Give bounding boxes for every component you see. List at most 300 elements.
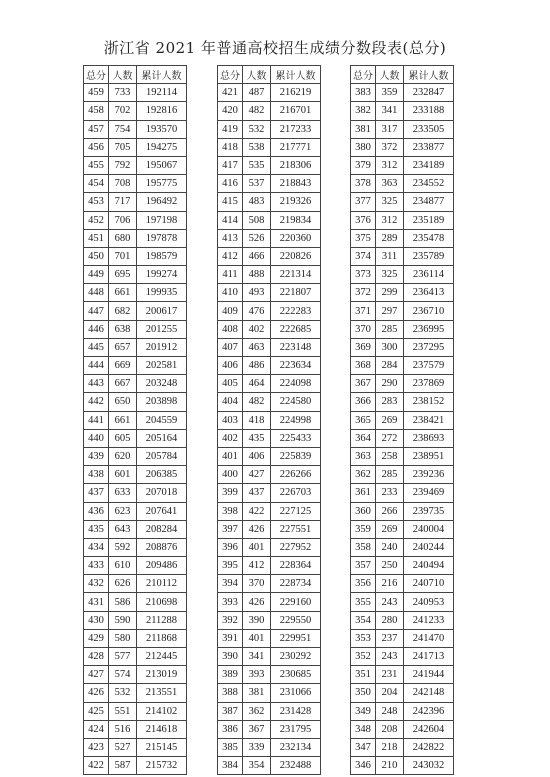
table-row: [351, 557, 454, 575]
table-row: [351, 393, 454, 411]
table-row: [84, 702, 187, 720]
cumulative-cell: 208876: [137, 538, 187, 556]
score-cell: 352: [351, 648, 376, 666]
count-cell: 643: [109, 520, 137, 538]
header-count: 人数: [243, 66, 271, 84]
count-cell: 669: [109, 357, 137, 375]
count-cell: 661: [109, 411, 137, 429]
count-cell: 381: [243, 684, 271, 702]
table-header-row: [84, 66, 187, 84]
count-cell: 412: [243, 557, 271, 575]
cumulative-cell: 229951: [271, 629, 321, 647]
table-row: [218, 738, 321, 756]
cumulative-cell: 225433: [271, 429, 321, 447]
score-cell: 389: [218, 666, 243, 684]
count-cell: 354: [243, 757, 271, 775]
cumulative-cell: 235789: [404, 247, 454, 265]
count-cell: 482: [243, 393, 271, 411]
table-row: [84, 629, 187, 647]
score-table-3: [350, 65, 454, 775]
count-cell: 706: [109, 211, 137, 229]
cumulative-cell: 225839: [271, 447, 321, 465]
table-row: [84, 411, 187, 429]
table-row: [218, 466, 321, 484]
cumulative-cell: 240710: [404, 575, 454, 593]
count-cell: 701: [109, 247, 137, 265]
count-cell: 527: [109, 738, 137, 756]
count-cell: 272: [376, 429, 404, 447]
score-cell: 422: [84, 757, 109, 775]
cumulative-cell: 201912: [137, 338, 187, 356]
score-cell: 376: [351, 211, 376, 229]
score-cell: 403: [218, 411, 243, 429]
cumulative-cell: 221807: [271, 284, 321, 302]
table-row: [218, 502, 321, 520]
table-row: [218, 611, 321, 629]
count-cell: 537: [243, 175, 271, 193]
table-row: [84, 302, 187, 320]
cumulative-cell: 214102: [137, 702, 187, 720]
count-cell: 508: [243, 211, 271, 229]
cumulative-cell: 198579: [137, 247, 187, 265]
count-cell: 466: [243, 247, 271, 265]
cumulative-cell: 216701: [271, 102, 321, 120]
count-cell: 311: [376, 247, 404, 265]
count-cell: 285: [376, 320, 404, 338]
cumulative-cell: 214618: [137, 720, 187, 738]
cumulative-cell: 233877: [404, 138, 454, 156]
count-cell: 269: [376, 411, 404, 429]
cumulative-cell: 216219: [271, 84, 321, 102]
cumulative-cell: 241470: [404, 629, 454, 647]
score-cell: 383: [351, 84, 376, 102]
score-cell: 449: [84, 266, 109, 284]
score-cell: 393: [218, 593, 243, 611]
score-cell: 434: [84, 538, 109, 556]
table-header-row: [218, 66, 321, 84]
table-row: [218, 138, 321, 156]
count-cell: 231: [376, 666, 404, 684]
table-row: [351, 320, 454, 338]
count-cell: 435: [243, 429, 271, 447]
table-row: [218, 520, 321, 538]
count-cell: 297: [376, 302, 404, 320]
cumulative-cell: 226703: [271, 484, 321, 502]
score-cell: 442: [84, 393, 109, 411]
cumulative-cell: 200617: [137, 302, 187, 320]
score-cell: 412: [218, 247, 243, 265]
table-row: [218, 193, 321, 211]
count-cell: 290: [376, 375, 404, 393]
table-row: [351, 720, 454, 738]
count-cell: 463: [243, 338, 271, 356]
score-cell: 457: [84, 120, 109, 138]
count-cell: 551: [109, 702, 137, 720]
count-cell: 437: [243, 484, 271, 502]
cumulative-cell: 222685: [271, 320, 321, 338]
table-row: [351, 466, 454, 484]
count-cell: 248: [376, 702, 404, 720]
table-row: [351, 429, 454, 447]
count-cell: 427: [243, 466, 271, 484]
score-cell: 350: [351, 684, 376, 702]
count-cell: 487: [243, 84, 271, 102]
cumulative-cell: 228734: [271, 575, 321, 593]
score-cell: 391: [218, 629, 243, 647]
table-row: [84, 720, 187, 738]
score-cell: 407: [218, 338, 243, 356]
score-cell: 365: [351, 411, 376, 429]
cumulative-cell: 223634: [271, 357, 321, 375]
count-cell: 393: [243, 666, 271, 684]
cumulative-cell: 236995: [404, 320, 454, 338]
table-row: [84, 666, 187, 684]
count-cell: 586: [109, 593, 137, 611]
cumulative-cell: 239735: [404, 502, 454, 520]
cumulative-cell: 199274: [137, 266, 187, 284]
table-row: [84, 156, 187, 174]
table-row: [218, 411, 321, 429]
header-cumulative: 累计人数: [271, 66, 321, 84]
count-cell: 285: [376, 466, 404, 484]
count-cell: 682: [109, 302, 137, 320]
cumulative-cell: 207018: [137, 484, 187, 502]
cumulative-cell: 230292: [271, 648, 321, 666]
cumulative-cell: 227125: [271, 502, 321, 520]
cumulative-cell: 238421: [404, 411, 454, 429]
count-cell: 792: [109, 156, 137, 174]
cumulative-cell: 199935: [137, 284, 187, 302]
cumulative-cell: 234877: [404, 193, 454, 211]
table-row: [351, 247, 454, 265]
cumulative-cell: 237579: [404, 357, 454, 375]
table-row: [351, 629, 454, 647]
table-row: [84, 138, 187, 156]
cumulative-cell: 195067: [137, 156, 187, 174]
count-cell: 580: [109, 629, 137, 647]
cumulative-cell: 203248: [137, 375, 187, 393]
score-cell: 368: [351, 357, 376, 375]
count-cell: 325: [376, 193, 404, 211]
score-cell: 450: [84, 247, 109, 265]
cumulative-cell: 208284: [137, 520, 187, 538]
score-cell: 398: [218, 502, 243, 520]
cumulative-cell: 229550: [271, 611, 321, 629]
cumulative-cell: 242148: [404, 684, 454, 702]
score-cell: 430: [84, 611, 109, 629]
table-row: [218, 120, 321, 138]
cumulative-cell: 205164: [137, 429, 187, 447]
score-cell: 425: [84, 702, 109, 720]
table-row: [84, 502, 187, 520]
cumulative-cell: 241233: [404, 611, 454, 629]
table-row: [218, 320, 321, 338]
cumulative-cell: 242396: [404, 702, 454, 720]
score-cell: 378: [351, 175, 376, 193]
table-row: [84, 175, 187, 193]
table-row: [218, 375, 321, 393]
count-cell: 483: [243, 193, 271, 211]
cumulative-cell: 210698: [137, 593, 187, 611]
count-cell: 633: [109, 484, 137, 502]
count-cell: 418: [243, 411, 271, 429]
table-row: [218, 338, 321, 356]
cumulative-cell: 235478: [404, 229, 454, 247]
score-cell: 455: [84, 156, 109, 174]
table-row: [218, 538, 321, 556]
count-cell: 367: [243, 720, 271, 738]
score-cell: 392: [218, 611, 243, 629]
table-row: [84, 247, 187, 265]
cumulative-cell: 192816: [137, 102, 187, 120]
table-row: [218, 211, 321, 229]
score-cell: 381: [351, 120, 376, 138]
score-cell: 397: [218, 520, 243, 538]
cumulative-cell: 220360: [271, 229, 321, 247]
score-cell: 444: [84, 357, 109, 375]
score-cell: 426: [84, 684, 109, 702]
table-row: [351, 338, 454, 356]
count-cell: 717: [109, 193, 137, 211]
count-cell: 243: [376, 593, 404, 611]
cumulative-cell: 203898: [137, 393, 187, 411]
table-row: [84, 611, 187, 629]
count-cell: 258: [376, 447, 404, 465]
table-row: [84, 320, 187, 338]
score-cell: 371: [351, 302, 376, 320]
table-row: [84, 575, 187, 593]
count-cell: 535: [243, 156, 271, 174]
cumulative-cell: 226266: [271, 466, 321, 484]
count-cell: 237: [376, 629, 404, 647]
score-cell: 419: [218, 120, 243, 138]
cumulative-cell: 217771: [271, 138, 321, 156]
cumulative-cell: 217233: [271, 120, 321, 138]
table-row: [218, 229, 321, 247]
count-cell: 284: [376, 357, 404, 375]
count-cell: 401: [243, 629, 271, 647]
score-cell: 362: [351, 466, 376, 484]
table-row: [218, 757, 321, 775]
table-row: [218, 447, 321, 465]
count-cell: 464: [243, 375, 271, 393]
table-row: [351, 648, 454, 666]
score-cell: 348: [351, 720, 376, 738]
score-cell: 402: [218, 429, 243, 447]
header-cumulative: 累计人数: [404, 66, 454, 84]
count-cell: 204: [376, 684, 404, 702]
table-row: [84, 229, 187, 247]
cumulative-cell: 194275: [137, 138, 187, 156]
table-row: [351, 484, 454, 502]
table-row: [84, 375, 187, 393]
score-cell: 356: [351, 575, 376, 593]
table-row: [84, 447, 187, 465]
score-cell: 386: [218, 720, 243, 738]
table-row: [351, 666, 454, 684]
count-cell: 341: [376, 102, 404, 120]
score-cell: 437: [84, 484, 109, 502]
cumulative-cell: 195775: [137, 175, 187, 193]
count-cell: 390: [243, 611, 271, 629]
count-cell: 426: [243, 593, 271, 611]
score-cell: 406: [218, 357, 243, 375]
cumulative-cell: 218843: [271, 175, 321, 193]
cumulative-cell: 204559: [137, 411, 187, 429]
score-cell: 355: [351, 593, 376, 611]
count-cell: 708: [109, 175, 137, 193]
table-row: [351, 138, 454, 156]
count-cell: 401: [243, 538, 271, 556]
table-row: [351, 684, 454, 702]
table-row: [351, 120, 454, 138]
table-row: [84, 211, 187, 229]
table-row: [84, 538, 187, 556]
header-count: 人数: [376, 66, 404, 84]
count-cell: 626: [109, 575, 137, 593]
table-row: [351, 738, 454, 756]
score-cell: 438: [84, 466, 109, 484]
cumulative-cell: 236413: [404, 284, 454, 302]
score-cell: 372: [351, 284, 376, 302]
count-cell: 605: [109, 429, 137, 447]
count-cell: 370: [243, 575, 271, 593]
count-cell: 680: [109, 229, 137, 247]
cumulative-cell: 222283: [271, 302, 321, 320]
count-cell: 426: [243, 520, 271, 538]
table-row: [84, 484, 187, 502]
score-cell: 448: [84, 284, 109, 302]
cumulative-cell: 219326: [271, 193, 321, 211]
count-cell: 422: [243, 502, 271, 520]
score-cell: 385: [218, 738, 243, 756]
cumulative-cell: 215145: [137, 738, 187, 756]
count-cell: 233: [376, 484, 404, 502]
table-row: [218, 684, 321, 702]
score-cell: 387: [218, 702, 243, 720]
cumulative-cell: 220826: [271, 247, 321, 265]
score-cell: 454: [84, 175, 109, 193]
score-cell: 428: [84, 648, 109, 666]
table-row: [218, 557, 321, 575]
count-cell: 312: [376, 211, 404, 229]
table-row: [351, 593, 454, 611]
score-cell: 395: [218, 557, 243, 575]
count-cell: 269: [376, 520, 404, 538]
score-cell: 411: [218, 266, 243, 284]
table-row: [84, 593, 187, 611]
score-cell: 400: [218, 466, 243, 484]
score-cell: 360: [351, 502, 376, 520]
cumulative-cell: 238152: [404, 393, 454, 411]
count-cell: 733: [109, 84, 137, 102]
cumulative-cell: 197198: [137, 211, 187, 229]
cumulative-cell: 213551: [137, 684, 187, 702]
table-row: [351, 375, 454, 393]
count-cell: 476: [243, 302, 271, 320]
table-row: [351, 757, 454, 775]
cumulative-cell: 243032: [404, 757, 454, 775]
score-cell: 452: [84, 211, 109, 229]
table-row: [84, 102, 187, 120]
cumulative-cell: 218306: [271, 156, 321, 174]
cumulative-cell: 234189: [404, 156, 454, 174]
count-cell: 488: [243, 266, 271, 284]
score-cell: 354: [351, 611, 376, 629]
count-cell: 620: [109, 447, 137, 465]
count-cell: 526: [243, 229, 271, 247]
header-total-score: 总分: [351, 66, 376, 84]
score-cell: 413: [218, 229, 243, 247]
table-row: [84, 266, 187, 284]
cumulative-cell: 240953: [404, 593, 454, 611]
score-cell: 431: [84, 593, 109, 611]
cumulative-cell: 193570: [137, 120, 187, 138]
table-row: [351, 211, 454, 229]
table-row: [351, 447, 454, 465]
count-cell: 493: [243, 284, 271, 302]
score-cell: 410: [218, 284, 243, 302]
cumulative-cell: 237295: [404, 338, 454, 356]
table-row: [218, 648, 321, 666]
count-cell: 362: [243, 702, 271, 720]
table-row: [351, 229, 454, 247]
cumulative-cell: 240244: [404, 538, 454, 556]
table-row: [218, 102, 321, 120]
score-table-2: [217, 65, 321, 775]
table-row: [351, 411, 454, 429]
count-cell: 406: [243, 447, 271, 465]
count-cell: 650: [109, 393, 137, 411]
score-cell: 423: [84, 738, 109, 756]
cumulative-cell: 211288: [137, 611, 187, 629]
cumulative-cell: 197878: [137, 229, 187, 247]
cumulative-cell: 237869: [404, 375, 454, 393]
count-cell: 339: [243, 738, 271, 756]
count-cell: 218: [376, 738, 404, 756]
count-cell: 532: [243, 120, 271, 138]
score-cell: 364: [351, 429, 376, 447]
count-cell: 592: [109, 538, 137, 556]
count-cell: 280: [376, 611, 404, 629]
score-cell: 351: [351, 666, 376, 684]
count-cell: 532: [109, 684, 137, 702]
score-cell: 459: [84, 84, 109, 102]
table-row: [351, 702, 454, 720]
header-total-score: 总分: [84, 66, 109, 84]
cumulative-cell: 223148: [271, 338, 321, 356]
cumulative-cell: 240494: [404, 557, 454, 575]
score-cell: 379: [351, 156, 376, 174]
cumulative-cell: 219834: [271, 211, 321, 229]
score-cell: 429: [84, 629, 109, 647]
table-row: [351, 538, 454, 556]
count-cell: 657: [109, 338, 137, 356]
table-row: [84, 684, 187, 702]
table-row: [351, 156, 454, 174]
count-cell: 216: [376, 575, 404, 593]
score-cell: 380: [351, 138, 376, 156]
count-cell: 341: [243, 648, 271, 666]
score-cell: 357: [351, 557, 376, 575]
score-cell: 370: [351, 320, 376, 338]
table-row: [351, 84, 454, 102]
count-cell: 590: [109, 611, 137, 629]
cumulative-cell: 241944: [404, 666, 454, 684]
count-cell: 587: [109, 757, 137, 775]
cumulative-cell: 239236: [404, 466, 454, 484]
table-row: [351, 357, 454, 375]
